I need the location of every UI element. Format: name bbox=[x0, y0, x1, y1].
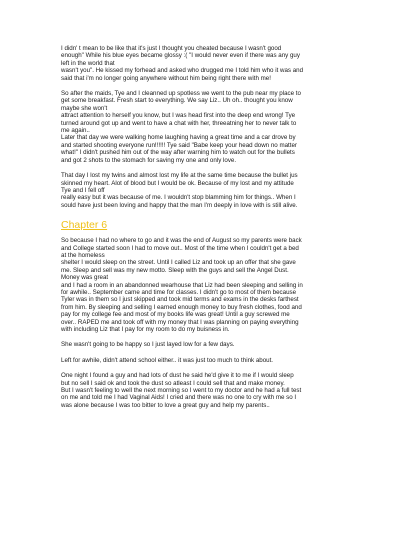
text-line: for awhile.. September came and time for classes. I didn't go to most of them because bbox=[61, 288, 297, 296]
paragraph bbox=[61, 357, 369, 364]
text-line: said that i'm no longer going anywhere without him being right there with me! bbox=[61, 74, 271, 82]
text-line: me. Sleep and sell was my new motto. Sleep with the guys and sell the Angel Dust. bbox=[61, 266, 289, 274]
text-line: So after the maids, Tye and I cleanned up spotless we went to the pub near my place to bbox=[61, 90, 301, 98]
text-line: wasn't you". He kissed my forhead and asked who drugged me I told him who it was and bbox=[61, 67, 304, 75]
text-line: attract attention to herself you know, but I was head first into the deep end wrong! Tye bbox=[61, 112, 296, 120]
text-line: and College started soon I had to move out.. Most of the time when I couldn't get a bed bbox=[61, 244, 299, 252]
document-page bbox=[61, 45, 369, 417]
text-line: from him. By sleeping and selling I earned enough money to buy fresh clothes, food and bbox=[61, 303, 302, 311]
text-line: Later that day we were walking home laughing having a great time and a car drove by bbox=[61, 134, 296, 142]
paragraph bbox=[61, 372, 369, 409]
chapter-heading[interactable]: Chapter 6 bbox=[61, 219, 108, 232]
text-line: and started shooting everyone run!!!!!! Tye said "Babe keep your head down no matter bbox=[61, 141, 297, 149]
text-line: I didn' t mean to be like that it's just I thought you cheated because I wasn't good bbox=[61, 45, 282, 52]
text-line: and I had a room in an abandonned wearhouse that Liz had been sleeping and selling in bbox=[61, 281, 303, 289]
text-line: That day I lost my twins and almost lost my life at the same time because the bullet jus bbox=[61, 172, 298, 180]
text-line: Left for awhile, didn't attend school either.. it was just too much to think about. bbox=[61, 356, 274, 364]
text-line: skinned my heart. Alot of blood but I would be ok. Because of my lost and my attitude bbox=[61, 179, 294, 187]
text-line: but no sell I said ok and took the dust so atleast I could sell that and make money. bbox=[61, 379, 285, 387]
text-line: really easy but it was because of me. I wouldn't stop blamming him for things.. When I bbox=[61, 194, 296, 202]
text-line: maybe she won't bbox=[61, 104, 108, 112]
paragraph bbox=[61, 237, 369, 333]
text-line: Tyler was in them so I just skipped and took mid terms and exams in the desks farthest bbox=[61, 296, 299, 304]
text-line: sould have just been loving and happy that the man I'm deeply in love with is still alive. bbox=[61, 201, 298, 209]
text-line: get some breakfast. Fresh start to everything. We say Liz.. Uh oh.. thought you know bbox=[61, 97, 293, 105]
text-line: with including Liz that I pay for my room to do my buisness in. bbox=[61, 326, 230, 333]
text-line: was alone because I was too bitter to love a great guy and help my parents.. bbox=[61, 401, 270, 409]
text-section-after bbox=[61, 237, 369, 409]
text-line: left in the world that bbox=[61, 59, 115, 67]
text-line: me again.. bbox=[61, 127, 90, 135]
text-line: Tye and I fell off bbox=[61, 186, 105, 194]
text-line: over.. RAPED me and took off with my money that I was planning on paying everything bbox=[61, 318, 299, 326]
paragraph bbox=[61, 90, 369, 164]
text-line: enough" While his blue eyes became glossy :( "I would never even if there was any guy bbox=[61, 52, 300, 60]
text-line: pay for my college fee and most of my books life was great! Until a guy screwed me bbox=[61, 311, 290, 319]
text-line: turned around got up and went to have a chat with her, threeatning her to never talk to bbox=[61, 119, 297, 127]
paragraph bbox=[61, 341, 369, 348]
text-line: and got 2 shots to the stomach for saving my one and only love. bbox=[61, 156, 237, 164]
text-line: shelter I would sleep on the street. Until I called Liz and took up an offer that she gave bbox=[61, 259, 296, 267]
text-section-before bbox=[61, 45, 369, 209]
text-line: on me and told me I had Vaginal Aids! I cried and there was no one to cry with me so I bbox=[61, 394, 297, 402]
text-line: Money was great bbox=[61, 274, 109, 282]
text-line: at the homeless bbox=[61, 251, 105, 259]
text-line: what!" I didn't pushed him out of the way after warning him to watch out for the bullets bbox=[61, 149, 295, 157]
text-line: But I wasn't feeling to well the next morning so I went to my doctor and he had a full test bbox=[61, 387, 302, 395]
text-line: She wasn't going to be happy so I just layed low for a few days. bbox=[61, 341, 235, 349]
paragraph bbox=[61, 172, 369, 209]
text-line: One night I found a guy and had lots of dust he said he'd give it to me if I would sleep bbox=[61, 372, 294, 380]
paragraph bbox=[61, 45, 369, 82]
text-line: So because I had no where to go and it was the end of August so my parents were back bbox=[61, 237, 302, 245]
